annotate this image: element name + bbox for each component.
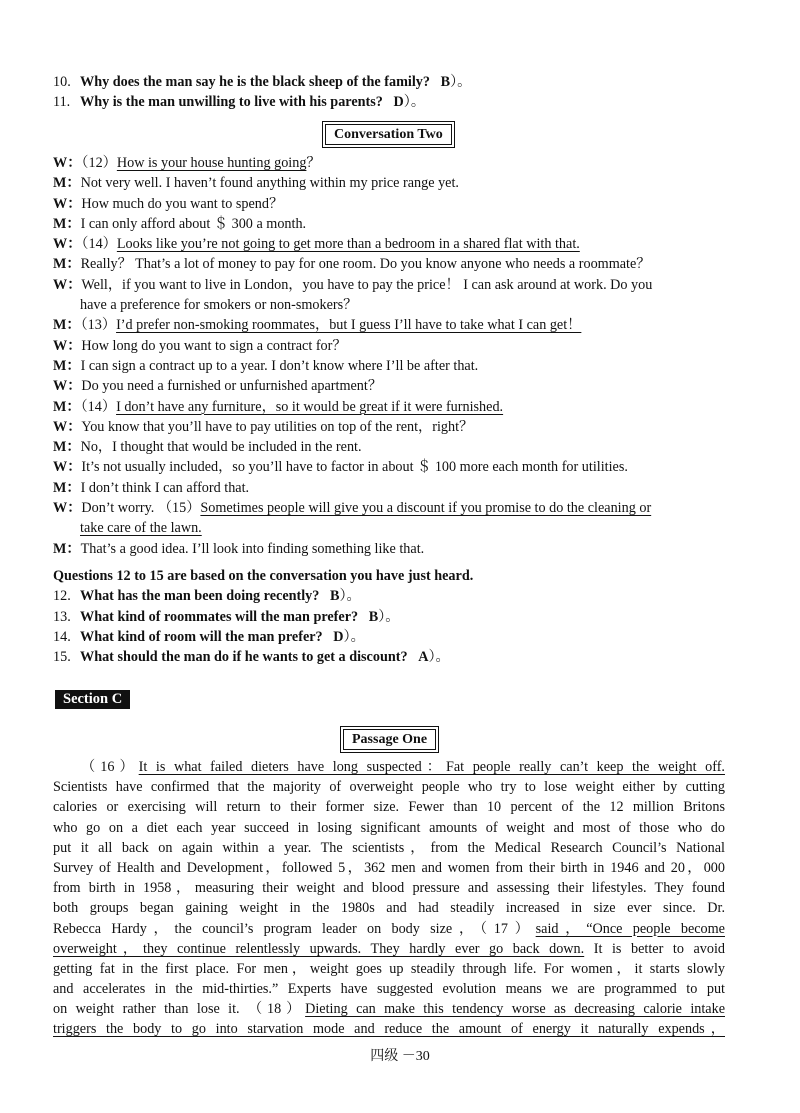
speaker-label: M： xyxy=(53,317,81,334)
questions-heading: Questions 12 to 15 are based on the conversation you have just heard. xyxy=(53,568,474,584)
underlined-answer-text: triggers the body to go into starvation mode and reduce the amount of energy it naturally expends， xyxy=(53,1021,725,1038)
passage-one-title: Passage One xyxy=(343,729,436,750)
dialogue-line xyxy=(53,417,733,437)
dialogue-line xyxy=(53,498,733,518)
dialogue-line xyxy=(53,397,733,417)
speaker-label: M： xyxy=(53,256,81,273)
dialogue-line xyxy=(53,173,733,193)
passage-line xyxy=(53,1019,725,1039)
passage-text: who go on a diet each year succeed in losing significant amounts of weight and most of those who do xyxy=(53,819,725,836)
passage-line xyxy=(53,757,725,777)
dialogue-line xyxy=(53,234,733,254)
top-questions xyxy=(53,72,753,113)
dialogue-text: （12） xyxy=(81,155,117,171)
dialogue-text: （13） xyxy=(80,317,117,334)
dialogue-text: I can sign a contract up to a year. I don’t know where I’ll be after that. xyxy=(80,357,479,374)
question-number: 13. xyxy=(53,608,71,625)
dialogue-text: No，I thought that would be included in the rent. xyxy=(80,439,362,456)
speaker-label: W： xyxy=(53,236,82,253)
passage-line xyxy=(53,959,725,979)
passage-line xyxy=(53,898,725,918)
dialogue-line xyxy=(53,457,733,477)
dialogue-line xyxy=(53,518,733,538)
question-number: 11. xyxy=(53,94,71,111)
section-c-label: Section C xyxy=(55,690,130,709)
dialogue-text: You know that you’ll have to pay utilities on top of the rent，right？ xyxy=(81,418,474,435)
passage-line xyxy=(53,838,725,858)
underlined-answer-text: said，“Once people become xyxy=(535,920,725,937)
conversation-two-title: Conversation Two xyxy=(325,124,452,145)
dialogue-text: How long do you want to sign a contract for？ xyxy=(81,337,347,354)
dialogue-line xyxy=(53,214,733,234)
dialogue-text: （14） xyxy=(80,398,117,415)
passage-text: Scientists have confirmed that the majority of overweight people who try to lose weight either by cutting xyxy=(53,779,725,796)
answer-end: ）。 xyxy=(339,588,361,605)
passage-text: getting fat in the first place. For men，weight goes up steadily through life. For women，it starts slowly xyxy=(53,960,725,977)
answer-letter: B xyxy=(368,608,379,625)
questions-12-15 xyxy=(53,566,753,667)
dialogue-line xyxy=(53,194,733,214)
passage-line xyxy=(53,878,725,898)
underlined-answer-text: Dieting can make this tendency worse as decreasing calorie intake xyxy=(305,1001,725,1018)
question-text: What should the man do if he wants to get a discount? xyxy=(80,649,408,666)
speaker-label: W： xyxy=(53,378,82,395)
answer-letter: B xyxy=(330,588,340,605)
speaker-label: M： xyxy=(53,357,81,374)
speaker-label: W： xyxy=(53,276,82,293)
dialogue-line xyxy=(53,275,733,295)
page-footer: 四级 －30 xyxy=(370,1049,430,1064)
passage-text: on weight rather than lose it. （18） xyxy=(53,1001,306,1018)
answer-end: ）。 xyxy=(343,628,365,645)
passage-text: Rebecca Hardy，the council’s program leader on body size，（17） xyxy=(53,920,536,937)
speaker-label: M： xyxy=(53,398,81,415)
dialogue-text: （14） xyxy=(81,236,117,253)
answer-end: ）。 xyxy=(428,649,450,666)
dialogue-text: Really？ That’s a lot of money to pay for one room. Do you know anyone who needs a roommate？ xyxy=(80,256,651,273)
speaker-label: M： xyxy=(53,215,81,232)
answer-letter: D xyxy=(393,94,404,111)
dialogue-text: It’s not usually included，so you’ll have to factor in about ＄ 100 more each month for utilities. xyxy=(81,459,628,476)
speaker-label: W： xyxy=(53,418,82,435)
question-number: 12. xyxy=(53,588,71,605)
answer-letter: B xyxy=(440,74,451,90)
underlined-answer-text: How is your house hunting going xyxy=(116,155,307,171)
question-item xyxy=(53,627,753,647)
question-text: What has the man been doing recently? xyxy=(80,588,320,605)
dialogue-line xyxy=(53,437,733,457)
passage-text: put it all back on again within a year. The scientists，from the Medical Research Council’s National xyxy=(53,839,725,856)
question-10 xyxy=(53,72,753,92)
question-item xyxy=(53,586,753,606)
passage-text: from birth in 1958，measuring their weight and blood pressure and assessing their lifestyles. They found xyxy=(53,880,725,897)
dialogue-line xyxy=(53,356,733,376)
dialogue-line xyxy=(53,153,733,173)
question-number: 10. xyxy=(53,74,71,90)
speaker-label: W： xyxy=(53,195,82,212)
speaker-label: W： xyxy=(53,337,82,354)
passage-line xyxy=(53,777,725,797)
dialogue-line xyxy=(53,295,733,315)
dialogue-text: Not very well. I haven’t found anything within my price range yet. xyxy=(80,175,459,192)
question-item xyxy=(53,647,753,667)
dialogue-line xyxy=(53,539,733,559)
speaker-label: M： xyxy=(53,439,81,456)
underlined-answer-text: overweight，they continue relentlessly upwards. They hardly ever go back down. xyxy=(53,940,585,957)
passage-one-text xyxy=(53,757,725,1040)
underlined-answer-text: I don’t have any furniture，so it would be great if it were furnished. xyxy=(116,398,504,415)
passage-line xyxy=(53,939,725,959)
passage-line xyxy=(53,858,725,878)
passage-line xyxy=(53,919,725,939)
dialogue-line xyxy=(53,376,733,396)
answer-end: ）。 xyxy=(403,94,426,111)
dialogue-text: Well，if you want to live in London，you have to pay the price！ I can ask around at work. Do you xyxy=(81,276,653,293)
underlined-answer-text: It is what failed dieters have long suspected：Fat people really can’t keep the weight off. xyxy=(138,759,725,775)
question-text: Why is the man unwilling to live with his parents? xyxy=(80,94,383,111)
dialogue-text: Do you need a furnished or unfurnished apartment？ xyxy=(81,378,383,395)
answer-letter: D xyxy=(333,628,344,645)
passage-text: and accelerates in the mid-thirties.” Experts have suggested evolution means we are programmed to put xyxy=(53,981,725,998)
answer-end: ）。 xyxy=(378,608,400,625)
question-number: 15. xyxy=(53,649,71,666)
dialogue-text-end: ？ xyxy=(306,155,321,171)
dialogue-text: How much do you want to spend？ xyxy=(81,195,284,212)
speaker-label: M： xyxy=(53,175,81,192)
passage-text: calories or exercising will return to their former size. Fewer than 10 percent of the 12 million Britons xyxy=(53,799,725,816)
conversation-transcript xyxy=(53,153,733,559)
dialogue-text: That’s a good idea. I’ll look into finding something like that. xyxy=(80,540,425,557)
dialogue-line xyxy=(53,336,733,356)
passage-text: （16） xyxy=(81,759,139,775)
answer-end: ）。 xyxy=(450,74,472,90)
dialogue-text: have a preference for smokers or non-smokers？ xyxy=(80,297,358,314)
question-11 xyxy=(53,92,753,112)
underlined-answer-text: Looks like you’re not going to get more than a bedroom in a shared flat with that. xyxy=(116,236,580,253)
underlined-answer-text: I’d prefer non-smoking roommates，but I guess I’ll have to take what I can get！ xyxy=(116,317,582,334)
speaker-label: W： xyxy=(53,500,82,517)
dialogue-line xyxy=(53,478,733,498)
dialogue-text: I can only afford about ＄ 300 a month. xyxy=(80,215,307,232)
dialogue-text: I don’t think I can afford that. xyxy=(80,479,250,496)
passage-text: both groups began gaining weight in the 1980s and had steadily increased in size ever since. Dr. xyxy=(53,900,725,917)
speaker-label: W： xyxy=(53,459,82,476)
speaker-label: W： xyxy=(53,155,82,171)
passage-text: Survey of Health and Development，followed 5，362 men and women from their birth in 1946 and 20，000 xyxy=(53,859,725,876)
answer-letter: A xyxy=(418,649,429,666)
passage-line xyxy=(53,999,725,1019)
question-number: 14. xyxy=(53,628,71,645)
question-text: What kind of room will the man prefer? xyxy=(80,628,323,645)
passage-line xyxy=(53,797,725,817)
speaker-label: M： xyxy=(53,540,81,557)
underlined-answer-text: take care of the lawn. xyxy=(80,520,202,537)
passage-line xyxy=(53,979,725,999)
dialogue-line xyxy=(53,315,733,335)
passage-line xyxy=(53,818,725,838)
speaker-label: M： xyxy=(53,479,81,496)
question-text: Why does the man say he is the black sheep of the family? xyxy=(80,74,430,90)
passage-text-end: It is better to avoid xyxy=(584,940,725,957)
dialogue-line xyxy=(53,254,733,274)
question-text: What kind of roommates will the man prefer? xyxy=(80,608,359,625)
underlined-answer-text: Sometimes people will give you a discount if you promise to do the cleaning or xyxy=(200,500,652,517)
dialogue-text: Don’t worry. （15） xyxy=(81,500,201,517)
question-item xyxy=(53,607,753,627)
